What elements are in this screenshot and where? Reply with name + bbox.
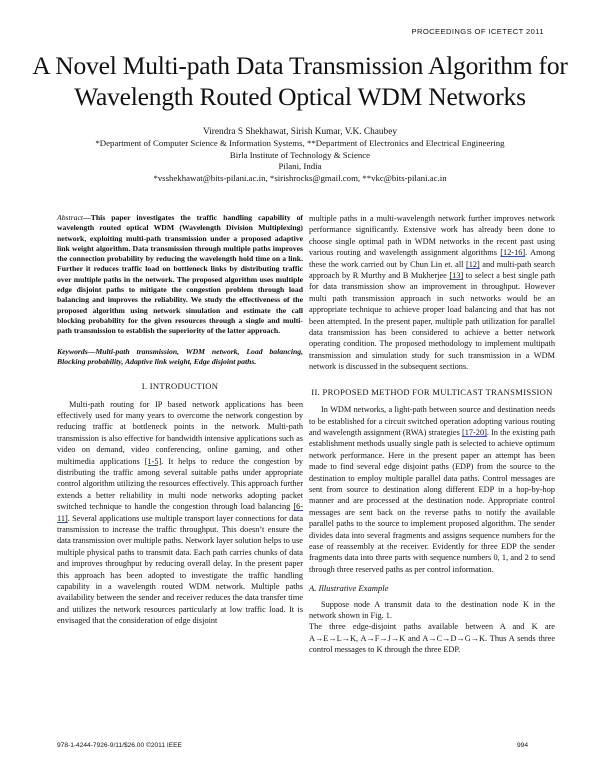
example-paragraph-2: The three edge-disjoint paths available between A and K are A→E→L→K, A→F→J→K and A→C→D→G→K. Thus A sends three control messages to K through the three EDP. xyxy=(309,622,555,655)
keywords: Keywords—Multi-path transmission, WDM network, Load balancing, Blocking probability, Adaptive link weight, Edge disjoint paths. xyxy=(57,346,303,366)
footer-page-number: 994 xyxy=(516,742,528,749)
abstract-text: —This paper investigates the traffic handling capability of wavelength routed optical WDM (Wavelength Division Multiplexing) network, exploiting multi-path transmission under a proposed adaptive link weight algorithm. Data transmission through multiple paths improves the connection probability by reducing the wavelength hold time on a link. Further it reduces traffic load on bottleneck links by distributing traffic over multiple paths in the network. The proposed algorithm uses multiple edge disjoint paths to mitigate the congestion problem through load balancing and improves the reliability. We study the effectiveness of the proposed algorithm using network simulation and estimate the call blocking probability for the given resources through a single and multi-path transmission to establish the superiority of the latter approach. xyxy=(57,213,303,336)
introduction-continued-paragraph: multiple paths in a multi-wavelength network further improves network performance significantly. Extensive work has already been done to choose single optimal path in WDM networks in the recent past using various routing and wavelength assignment algorithms [12-16]. Among these the work carried out by Chun Lin et. all [12] and multi-path search approach by R Murthy and B Mukherjee [13] to select a best single path for data transmission show an improvement in throughput. However multi path transmission approach in such networks would be an appropriate technique to achieve proper load balancing and that has not been attempted. In the present paper, multiple path utilization for parallel data transmission has been considered to achieve a better network operating condition. The proposed methodology to implement multipath transmission and simulation study for such transmission in a WDM network is discussed in the subsequent sections. xyxy=(309,214,555,372)
title-line-2: Wavelength Routed Optical WDM Networks xyxy=(74,82,526,111)
citation-link[interactable]: [17-20] xyxy=(461,427,487,437)
citation-link[interactable]: [6-11] xyxy=(57,502,303,523)
citation-link[interactable]: [12-16] xyxy=(500,248,526,258)
introduction-paragraph: Multi-path routing for IP based network applications has been effectively used for many years to overcome the network congestion by reducing traffic at bottleneck points in the network. Multi-path transmission is also effective for bandwidth intensive applications such as video on demand, video conferencing, online gaming, and other multimedia applications [1-5]. It helps to reduce the congestion by distributing the traffic among several suitable paths under appropriate control algorithm utilizing the resources effectively. This approach further extends a better reliability in multi node networks adopting packet switched technique to handle the congestion through load balancing [6-11]. Several applications use multiple transport layer connections for data transmission to increase the traffic throughput. This doesn’t ensure the data transmission over multiple paths. Network layer solution helps to use multiple physical paths to transmit data. Each path carries chunks of data and improves throughput by reducing overall delay. In the present paper this approach has been adopted to investigate the traffic handling capability in a wavelength routed WDM network. Multiple paths availability between the sender and receiver reduces the data transfer time and utilizes the network resources particularly at low traffic load. It is envisaged that the consideration of edge disjoint xyxy=(57,399,303,626)
paper-title xyxy=(20,50,580,112)
subsection-heading-illustrative-example: A. Illustrative Example xyxy=(309,583,389,594)
author-block xyxy=(60,126,540,184)
abstract xyxy=(57,213,303,337)
proceedings-header: PROCEEDINGS OF ICETECT 2011 xyxy=(411,27,544,36)
affiliation-institute: Birla Institute of Technology & Science xyxy=(229,149,371,160)
author-names: Virendra S Shekhawat, Sirish Kumar, V.K. Chaubey xyxy=(203,127,397,137)
citation-link[interactable]: [1-5] xyxy=(144,456,162,466)
right-column xyxy=(309,213,555,656)
example-paragraph-1: Suppose node A transmit data to the destination node K in the network shown in Fig. 1. xyxy=(309,599,555,620)
proposed-method-paragraph: In WDM networks, a light-path between source and destination needs to be established for a circuit switched operation adopting various routing and wavelength assignment (RWA) strategies [17-20]. In the existing path establishment methods usually single path is selected to achieve optimum network performance. Here in the present paper an attempt has been made to find several edge disjoint paths (EDP) from the source to the destination to employ multiple parallel data paths. Control messages are sent from source to destination along different EDP in a hop-by-hop manner and are processed at the destination node. Appropriate control messages are sent back on the reverse paths to notify the available parallel paths to the source to implement proposed algorithm. The sender divides data into several fragments and assigns sequence numbers for the ease of reassembly at the receiver. Evidently for three EDP the sender fragments data into three parts with sequence numbers 0, 1, and 2 to send through three reserved paths as per control information. xyxy=(309,405,555,574)
section-heading-introduction: I. INTRODUCTION xyxy=(141,381,219,392)
affiliation-city: Pilani, India xyxy=(278,161,322,171)
section-heading-proposed-method: II. PROPOSED METHOD FOR MULTICAST TRANSMISSION xyxy=(311,386,553,397)
author-emails: *vsshekhawat@bits-pilani.ac.in, *sirishrocks@gmail.com, **vkc@bits-pilani.ac.in xyxy=(153,172,447,183)
citation-link[interactable]: [13] xyxy=(449,271,464,281)
left-column xyxy=(57,213,303,627)
footer-isbn: 978-1-4244-7926-9/11/$26.00 ©2011 IEEE xyxy=(57,742,182,749)
title-line-1: A Novel Multi-path Data Transmission Algorithm for xyxy=(32,51,568,80)
affiliation-departments: *Department of Computer Science & Information Systems, **Department of Electronics and Electrical Engineering xyxy=(95,138,505,148)
abstract-label: Abstract xyxy=(57,213,84,222)
citation-link[interactable]: [12] xyxy=(465,259,480,269)
